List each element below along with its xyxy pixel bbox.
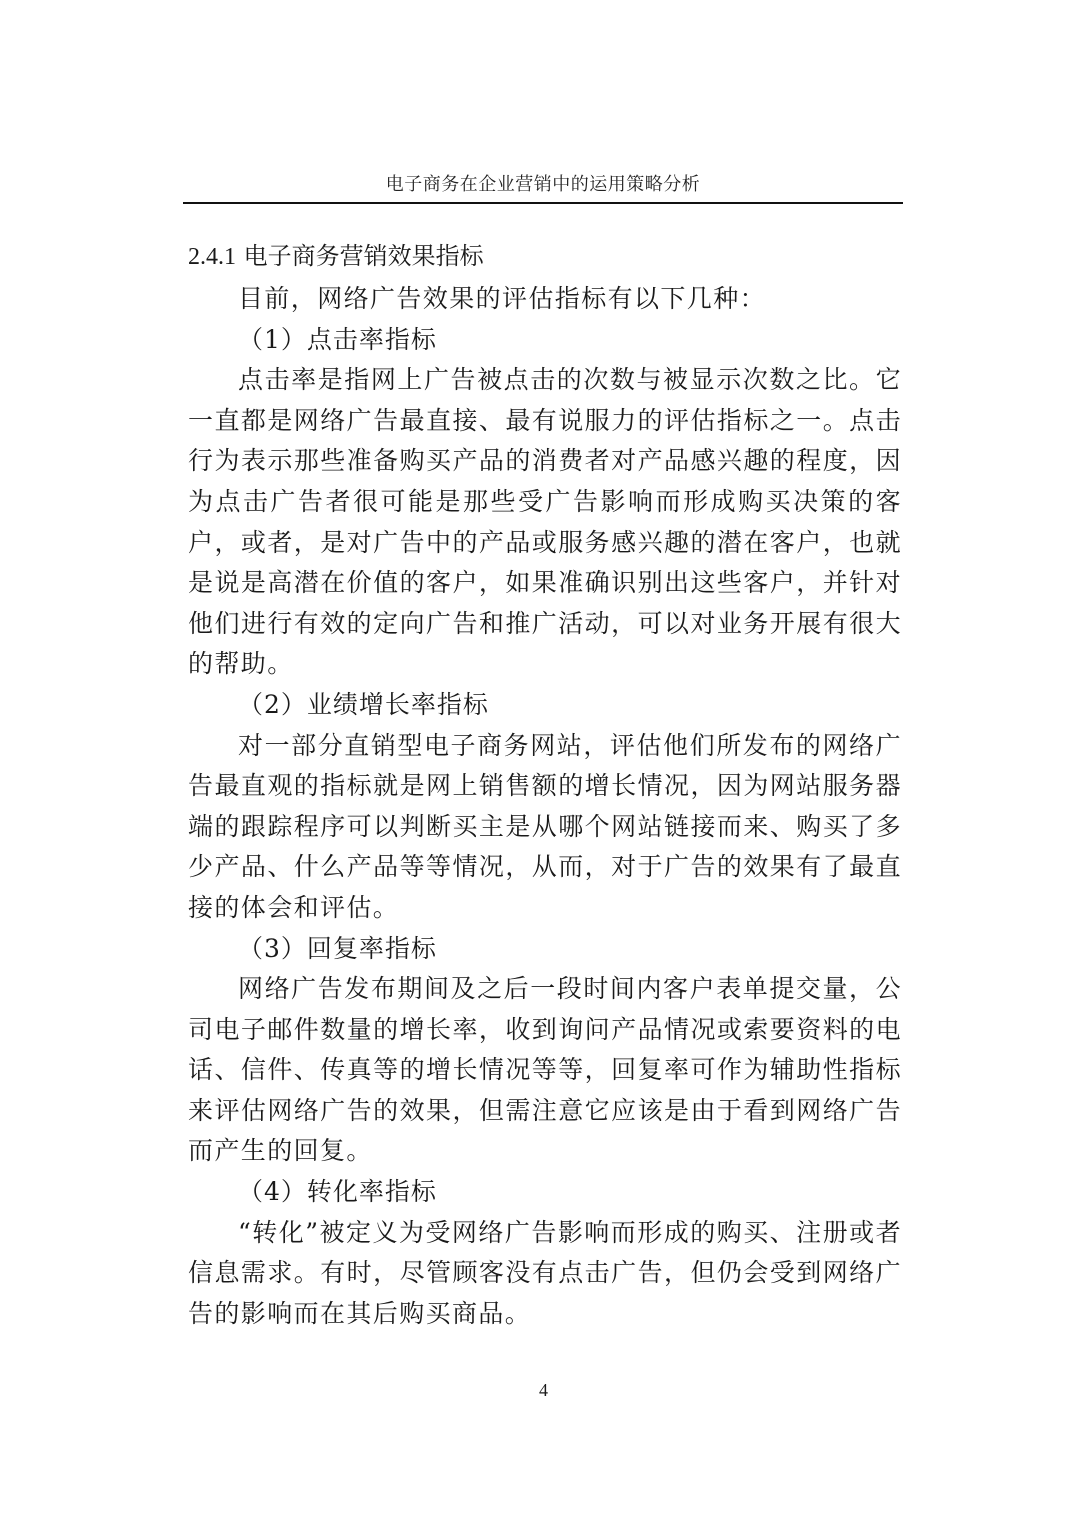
page-number: 4	[539, 1380, 548, 1400]
item-body-response-rate: 网络广告发布期间及之后一段时间内客户表单提交量，公司电子邮件数量的增长率，收到询问产品情况或索要资料的电话、信件、传真等的增长情况等等，回复率可作为辅助性指标来评估网络广告的效果，但需注意它应该是由于看到网络广告而产生的回复。	[188, 974, 902, 1166]
section-number: 2.4.1	[188, 244, 236, 270]
item-body-click-rate: 点击率是指网上广告被点击的次数与被显示次数之比。它一直都是网络广告最直接、最有说服力的评估指标之一。点击行为表示那些准备购买产品的消费者对产品感兴趣的程度，因为点击广告者很可能是那些受广告影响而形成购买决策的客户，或者，是对广告中的产品或服务感兴趣的潜在客户，也就是说是高潜在价值的客户，如果准确识别出这些客户，并针对他们进行有效的定向广告和推广活动，可以对业务开展有很大的帮助。	[188, 365, 902, 679]
item-title-click-rate: （1）点击率指标	[238, 324, 437, 354]
running-header: 电子商务在企业营销中的运用策略分析	[385, 174, 701, 195]
item-title-growth-rate: （2）业绩增长率指标	[238, 689, 489, 719]
item-body-conversion-rate: “转化”被定义为受网络广告影响而形成的购买、注册或者信息需求。有时，尽管顾客没有点击广告，但仍会受到网络广告的影响而在其后购买商品。	[188, 1217, 902, 1328]
item-title-conversion-rate: （4）转化率指标	[238, 1177, 437, 1207]
item-body-growth-rate: 对一部分直销型电子商务网站，评估他们所发布的网络广告最直观的指标就是网上销售额的增长情况，因为网站服务器端的跟踪程序可以判断买主是从哪个网站链接而来、购买了多少产品、什么产品等等情况，从而，对于广告的效果有了最直接的体会和评估。	[188, 730, 902, 922]
header-rule	[183, 202, 903, 204]
item-title-response-rate: （3）回复率指标	[238, 933, 437, 963]
page-content	[188, 235, 902, 1334]
section-title: 电子商务营销效果指标	[243, 242, 484, 270]
section-heading	[188, 235, 902, 277]
section-intro: 目前，网络广告效果的评估指标有以下几种：	[238, 284, 767, 313]
